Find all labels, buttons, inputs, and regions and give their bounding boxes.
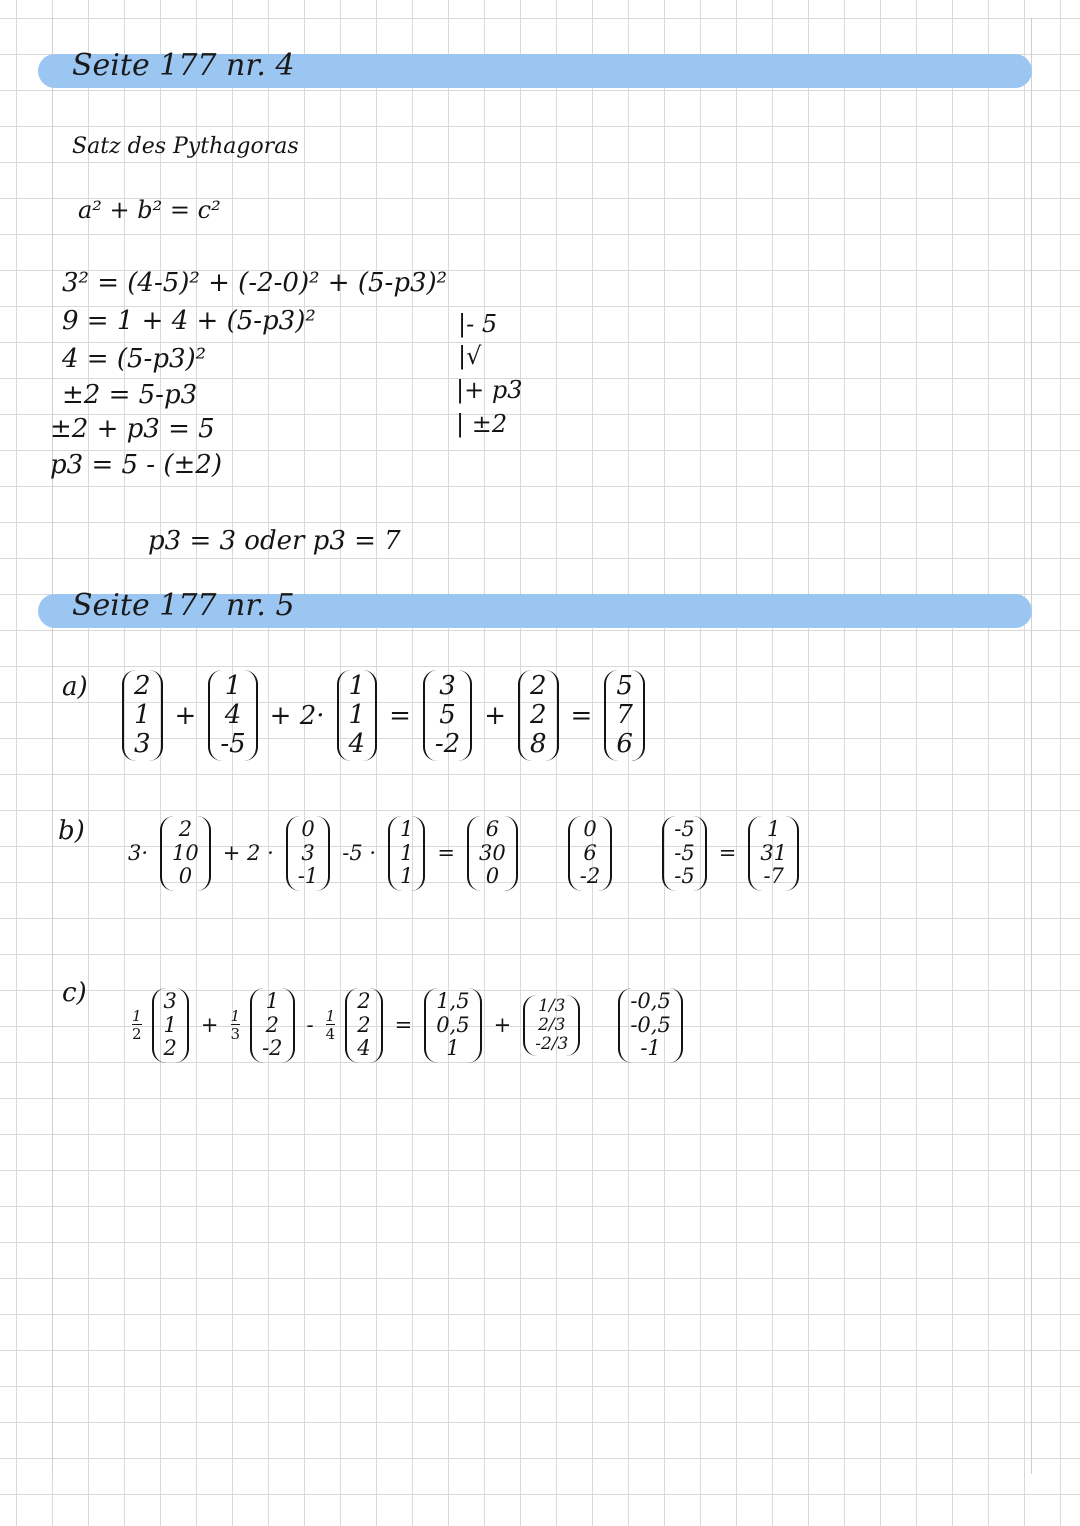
annotation-3: |+ p3 [456, 376, 523, 404]
vector: 1 2 -2 [250, 988, 294, 1063]
operator: = [437, 841, 456, 866]
step-1: 3² = (4-5)² + (-2-0)² + (5-p3)² [62, 268, 448, 298]
annotation-2: |√ [458, 342, 482, 370]
operator: + [493, 1013, 512, 1038]
fraction: $\frac{1}{3}$ [230, 1006, 241, 1044]
coefficient: 3· [128, 841, 149, 866]
vector: -5 -5 -5 [662, 816, 706, 891]
annotation-4: | ±2 [456, 410, 508, 438]
step-5: ±2 + p3 = 5 [50, 414, 215, 444]
step-6: p3 = 5 - (±2) [50, 450, 222, 480]
operator: + 2· [269, 700, 325, 731]
operator: + 2 · [222, 841, 274, 866]
vector: 0 3 -1 [286, 816, 330, 891]
fraction: $\frac{1}{2}$ [132, 1006, 142, 1044]
task-b-label: b) [58, 816, 85, 846]
vector: 2 2 4 [345, 988, 382, 1063]
vector: 5 7 6 [604, 670, 645, 761]
task-c-equation [132, 988, 683, 1063]
vector: 1/3 2/3 -2/3 [523, 995, 580, 1056]
vector: 1 31 -7 [748, 816, 799, 891]
annotation-1: |- 5 [458, 310, 498, 338]
task-a-equation [122, 670, 645, 761]
step-3: 4 = (5-p3)² [62, 344, 207, 374]
section-header-banner [38, 48, 1032, 88]
fraction: $\frac{1}{4}$ [325, 1006, 336, 1044]
operator: = [570, 700, 593, 731]
result-line: p3 = 3 oder p3 = 7 [148, 526, 401, 556]
section-header-banner [38, 588, 1032, 628]
topic-title: Satz des Pythagoras [72, 134, 299, 159]
operator: -5 · [342, 841, 377, 866]
operator: + [200, 1013, 219, 1038]
vector: 1 1 4 [337, 670, 378, 761]
vector: 1 4 -5 [208, 670, 257, 761]
vector: 2 2 8 [518, 670, 559, 761]
operator: + [174, 700, 197, 731]
task-c-label: c) [62, 978, 87, 1008]
step-2: 9 = 1 + 4 + (5-p3)² [62, 306, 316, 336]
section-header-text: Seite 177 nr. 5 [72, 588, 295, 623]
pythagoras-formula: a² + b² = c² [78, 196, 221, 224]
step-4: ±2 = 5-p3 [62, 380, 198, 410]
vector: 1 1 1 [388, 816, 425, 891]
operator: + [484, 700, 506, 731]
operator: = [389, 700, 411, 731]
vector: 2 10 0 [160, 816, 211, 891]
vector: 3 5 -2 [423, 670, 472, 761]
vector: -0,5 -0,5 -1 [618, 988, 683, 1063]
operator: - [306, 1013, 314, 1038]
vector: 1,5 0,5 1 [424, 988, 481, 1063]
vector: 3 1 2 [152, 988, 189, 1063]
section-header-text: Seite 177 nr. 4 [72, 48, 295, 83]
vector: 2 1 3 [122, 670, 163, 761]
operator: = [394, 1013, 413, 1038]
task-b-equation [126, 816, 799, 891]
vector: 0 6 -2 [568, 816, 612, 891]
task-a-label: a) [62, 672, 88, 702]
vector: 6 30 0 [467, 816, 518, 891]
operator: = [718, 841, 737, 866]
